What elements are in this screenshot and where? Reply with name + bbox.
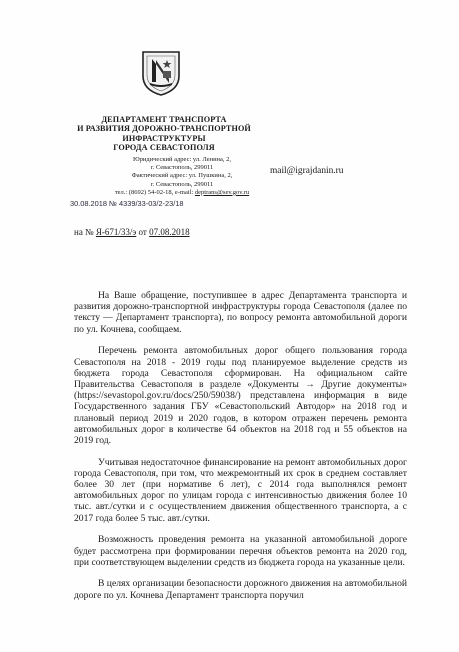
body-paragraph: В целях организации безопасности дорожного движения на автомобильной дороге по ул. Кочнева Департамент транспорта поручил bbox=[74, 578, 407, 601]
reply-prefix: на № bbox=[74, 227, 96, 237]
address-line: Фактический адрес: ул. Пушкина, 2, bbox=[131, 172, 233, 180]
department-name-line: И РАЗВИТИЯ ДОРОЖНО-ТРАНСПОРТНОЙ bbox=[77, 124, 251, 134]
reply-reference-line bbox=[74, 227, 190, 237]
body-paragraph: Учитывая недостаточное финансирование на ремонт автомобильных дорог города Севастополя, при том, что межремонтный их срок в среднем составляет более 30 лет (при нормативе 6 лет), с 2014 года выполнялся ремонт автомобильных дорог по улицам города с интенсивностью движения более 10 тыс. авт./сутки и с осуществлением движения общественного транспорта, а с 2017 года более 5 тыс. авт./сутки. bbox=[74, 456, 407, 524]
registration-stamp: 30.08.2018 № 4339/33-03/2-23/18 bbox=[70, 199, 184, 208]
reference-date: 07.08.2018 bbox=[149, 227, 190, 237]
body-paragraph: На Ваше обращение, поступившее в адрес Департамента транспорта и развития дорожно-транспортной инфраструктуры города Севастополя (далее по тексту — Департамент транспорта), по вопросу ремонта автомобильной дороги по ул. Кочнева, сообщаем. bbox=[74, 290, 407, 335]
reply-middle: от bbox=[136, 227, 150, 237]
department-name-line: ДЕПАРТАМЕНТ ТРАНСПОРТА bbox=[101, 115, 227, 124]
contact-phone: тел.: (8692) 54-02-18, e-mail: bbox=[114, 188, 195, 196]
contact-email-link[interactable]: deptrans@sev.gov.ru bbox=[194, 188, 250, 196]
reference-number: Я-671/33/э bbox=[95, 227, 137, 237]
body-paragraph: Перечень ремонта автомобильных дорог общего пользования города Севастополя на 2018 - 2019 годы под планируемое выделение средств из бюджета города Севастополя сформирован. На официальном сайте Правительства Севастополя в разделе «Документы → Другие документы» (https://sevastopol.gov.ru/docs/250/59038/) представлена информация в виде Государственного задания ГБУ «Севастопольский Автодор» на 2018 год и плановый период 2019 и 2020 годов, в котором отражен перечень ремонта автомобильных дорог в количестве 64 объектов на 2018 год и 55 объектов на 2019 год. bbox=[74, 345, 407, 446]
sevastopol-coat-of-arms-icon bbox=[140, 50, 182, 96]
recipient-email: mail@igrajdanin.ru bbox=[270, 166, 344, 176]
department-address bbox=[107, 156, 257, 197]
department-name-line: ИНФРАСТРУКТУРЫ bbox=[122, 133, 206, 143]
department-name bbox=[74, 115, 254, 153]
letter-body bbox=[74, 290, 407, 611]
address-line: г. Севастополь, 299011 bbox=[150, 180, 214, 188]
address-line: Юридический адрес: ул. Ленина, 2, bbox=[132, 156, 232, 163]
department-name-line: ГОРОДА СЕВАСТОПОЛЯ bbox=[113, 143, 215, 153]
body-paragraph: Возможность проведения ремонта на указанной автомобильной дороге будет рассмотрена при формировании перечня объектов ремонта на 2020 год, при соответствующем выделении средств из бюджета города на указанные цели. bbox=[74, 534, 407, 568]
contact-line bbox=[107, 189, 257, 197]
address-line: г. Севастополь, 299011 bbox=[150, 164, 214, 172]
